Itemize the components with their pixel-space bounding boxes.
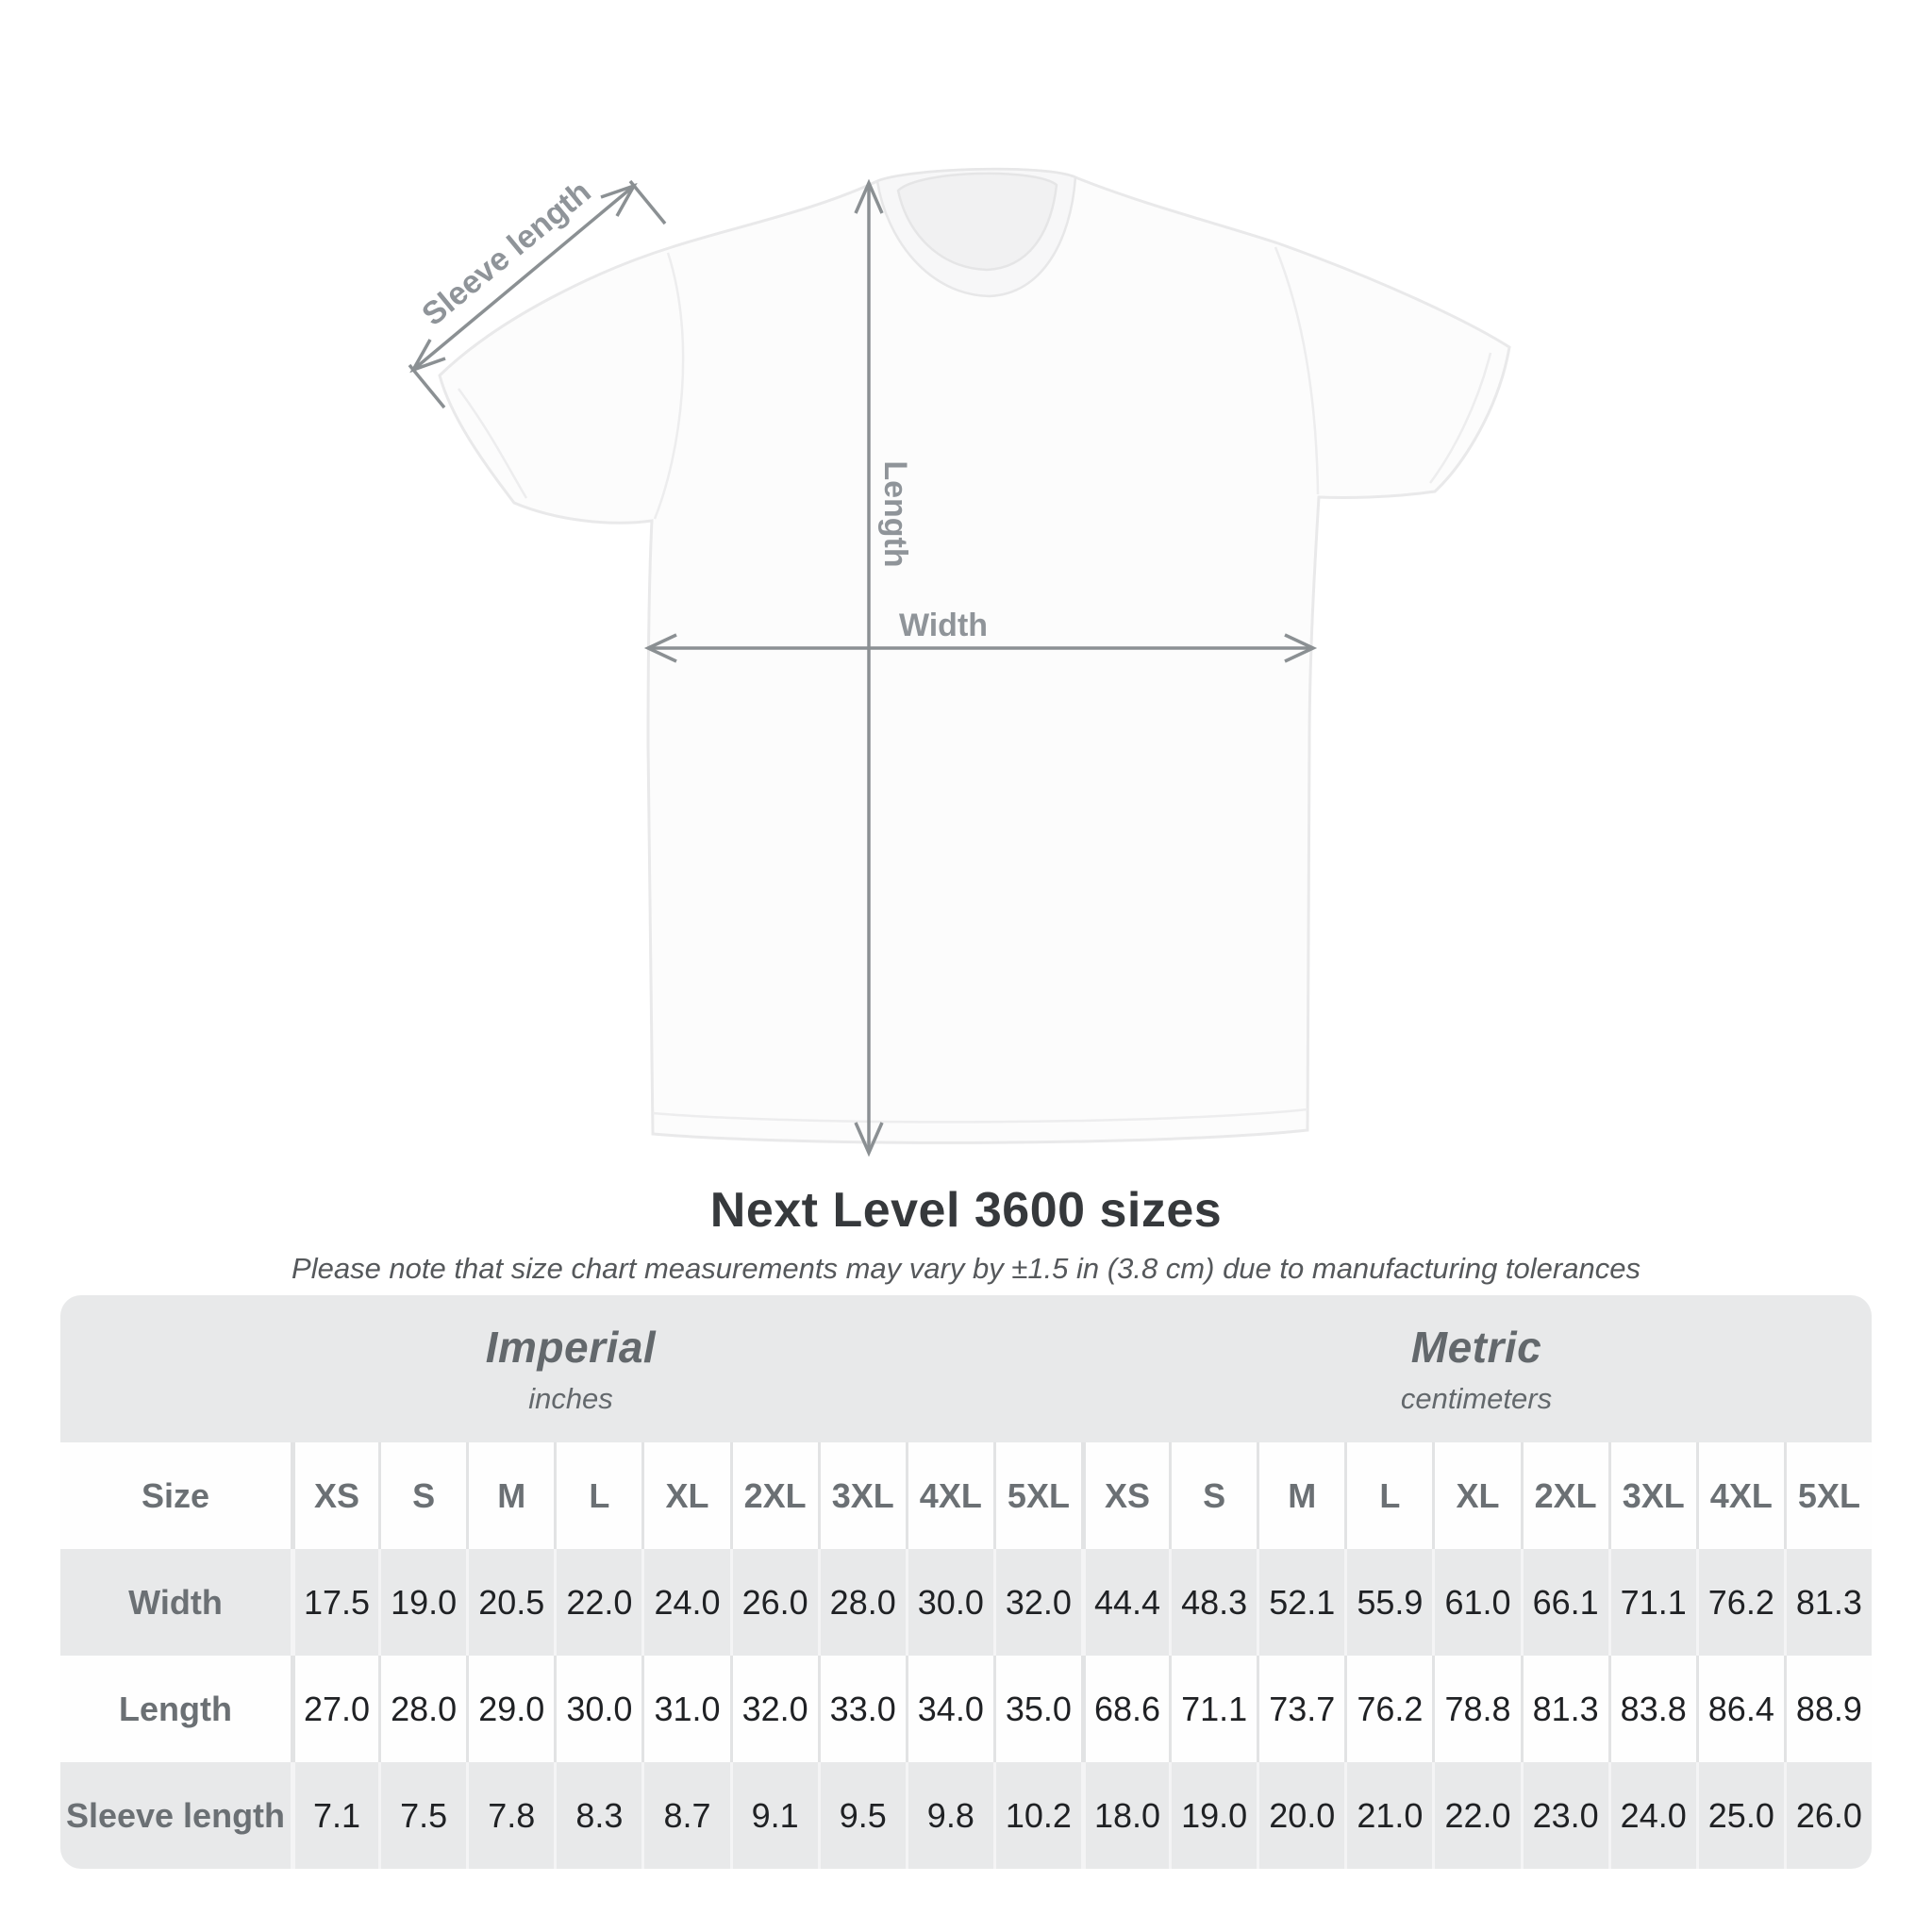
- length-imperial-5xl: 35.0: [993, 1656, 1081, 1762]
- width-metric-l: 55.9: [1344, 1549, 1432, 1656]
- size-header-imperial-4xl: 4XL: [906, 1442, 993, 1549]
- width-metric-xs: 44.4: [1081, 1549, 1169, 1656]
- length-metric-xs: 68.6: [1081, 1656, 1169, 1762]
- metric-subtitle: centimeters: [1400, 1382, 1553, 1415]
- sleeve-imperial-5xl: 10.2: [993, 1762, 1081, 1869]
- width-imperial-xl: 24.0: [641, 1549, 729, 1656]
- sleeve-imperial-4xl: 9.8: [906, 1762, 993, 1869]
- size-header-imperial-3xl: 3XL: [818, 1442, 906, 1549]
- length-imperial-2xl: 32.0: [730, 1656, 818, 1762]
- page-subtitle: Please note that size chart measurements may vary by ±1.5 in (3.8 cm) due to manufacturing tolerances: [291, 1252, 1641, 1285]
- sleeve-metric-2xl: 23.0: [1521, 1762, 1608, 1869]
- size-header-metric-l: L: [1344, 1442, 1432, 1549]
- length-imperial-m: 29.0: [466, 1656, 554, 1762]
- size-column-label: Size: [141, 1475, 210, 1515]
- length-imperial-s: 28.0: [378, 1656, 466, 1762]
- size-header-imperial-2xl: 2XL: [730, 1442, 818, 1549]
- length-metric-l: 76.2: [1344, 1656, 1432, 1762]
- size-header-metric-xs: XS: [1081, 1442, 1169, 1549]
- width-metric-s: 48.3: [1169, 1549, 1257, 1656]
- sleeve-metric-xs: 18.0: [1081, 1762, 1169, 1869]
- width-imperial-4xl: 30.0: [906, 1549, 993, 1656]
- sleeve-tick-upper: [630, 181, 665, 224]
- width-metric-xl: 61.0: [1432, 1549, 1520, 1656]
- sleeve-imperial-s: 7.5: [378, 1762, 466, 1869]
- size-header-metric-4xl: 4XL: [1696, 1442, 1784, 1549]
- size-header-metric-s: S: [1169, 1442, 1257, 1549]
- length-metric-4xl: 86.4: [1696, 1656, 1784, 1762]
- size-chart-card: [60, 1295, 1872, 1869]
- sleeve-metric-l: 21.0: [1344, 1762, 1432, 1869]
- size-header-imperial-s: S: [378, 1442, 466, 1549]
- width-metric-5xl: 81.3: [1784, 1549, 1872, 1656]
- width-imperial-m: 20.5: [466, 1549, 554, 1656]
- size-header-imperial-xs: XS: [291, 1442, 378, 1549]
- length-metric-3xl: 83.8: [1608, 1656, 1696, 1762]
- sleeve-length-row: [60, 1762, 1872, 1869]
- length-imperial-4xl: 34.0: [906, 1656, 993, 1762]
- width-imperial-xs: 17.5: [291, 1549, 378, 1656]
- sleeve-length-label: Sleeve length: [415, 174, 598, 333]
- size-header-imperial-xl: XL: [641, 1442, 729, 1549]
- size-header-metric-m: M: [1257, 1442, 1344, 1549]
- length-imperial-xl: 31.0: [641, 1656, 729, 1762]
- length-metric-5xl: 88.9: [1784, 1656, 1872, 1762]
- sleeve-imperial-xl: 8.7: [641, 1762, 729, 1869]
- sleeve-metric-xl: 22.0: [1432, 1762, 1520, 1869]
- size-header-imperial-l: L: [554, 1442, 641, 1549]
- tshirt-body: [440, 169, 1509, 1142]
- sleeve-metric-5xl: 26.0: [1784, 1762, 1872, 1869]
- width-label: Width: [898, 608, 989, 643]
- sleeve-imperial-2xl: 9.1: [730, 1762, 818, 1869]
- size-header-imperial-5xl: 5XL: [993, 1442, 1081, 1549]
- sleeve-tick-lower: [409, 365, 444, 408]
- sleeve-imperial-3xl: 9.5: [818, 1762, 906, 1869]
- sleeve-metric-m: 20.0: [1257, 1762, 1344, 1869]
- size-header-metric-5xl: 5XL: [1784, 1442, 1872, 1549]
- width-imperial-3xl: 28.0: [818, 1549, 906, 1656]
- length-label: Length: [877, 460, 913, 568]
- page-title: Next Level 3600 sizes: [709, 1182, 1223, 1238]
- size-header-metric-xl: XL: [1432, 1442, 1520, 1549]
- width-metric-m: 52.1: [1257, 1549, 1344, 1656]
- length-metric-xl: 78.8: [1432, 1656, 1520, 1762]
- sleeve-imperial-xs: 7.1: [291, 1762, 378, 1869]
- length-imperial-3xl: 33.0: [818, 1656, 906, 1762]
- size-header-metric-2xl: 2XL: [1521, 1442, 1608, 1549]
- width-imperial-2xl: 26.0: [730, 1549, 818, 1656]
- size-header-imperial-m: M: [466, 1442, 554, 1549]
- width-imperial-s: 19.0: [378, 1549, 466, 1656]
- sleeve-imperial-m: 7.8: [466, 1762, 554, 1869]
- width-metric-4xl: 76.2: [1696, 1549, 1784, 1656]
- size-header-row: [60, 1442, 1872, 1549]
- sleeve-metric-4xl: 25.0: [1696, 1762, 1784, 1869]
- length-row: [60, 1656, 1872, 1762]
- length-metric-m: 73.7: [1257, 1656, 1344, 1762]
- width-metric-3xl: 71.1: [1608, 1549, 1696, 1656]
- width-row: [60, 1549, 1872, 1656]
- imperial-subtitle: inches: [528, 1382, 613, 1415]
- width-imperial-l: 22.0: [554, 1549, 641, 1656]
- width-metric-2xl: 66.1: [1521, 1549, 1608, 1656]
- width-imperial-5xl: 32.0: [993, 1549, 1081, 1656]
- imperial-title: Imperial: [485, 1323, 657, 1372]
- sleeve-metric-3xl: 24.0: [1608, 1762, 1696, 1869]
- unit-header-imperial: [60, 1295, 1081, 1442]
- unit-header-metric: [1081, 1295, 1872, 1442]
- width-row-label: Width: [128, 1582, 223, 1622]
- sleeve-imperial-l: 8.3: [554, 1762, 641, 1869]
- sleeve-metric-s: 19.0: [1169, 1762, 1257, 1869]
- length-metric-2xl: 81.3: [1521, 1656, 1608, 1762]
- length-row-label: Length: [119, 1689, 232, 1728]
- metric-title: Metric: [1410, 1323, 1542, 1372]
- length-metric-s: 71.1: [1169, 1656, 1257, 1762]
- length-imperial-l: 30.0: [554, 1656, 641, 1762]
- size-header-metric-3xl: 3XL: [1608, 1442, 1696, 1549]
- sleeve-length-row-label: Sleeve length: [65, 1795, 286, 1835]
- unit-header-row: [60, 1295, 1872, 1442]
- length-imperial-xs: 27.0: [291, 1656, 378, 1762]
